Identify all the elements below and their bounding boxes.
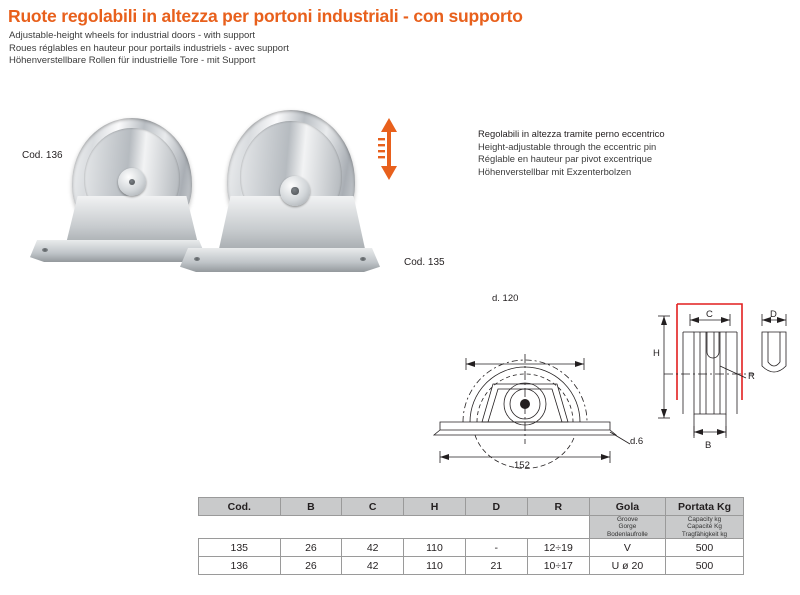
cell-r: 12÷19 [527,539,589,557]
portata-sub-de: Tragfähigkeit kg [681,530,728,538]
gola-sub-de: Bodenlaufrolle [606,530,648,538]
gola-sub-en: Groove [616,516,638,524]
cell-cod: 135 [199,539,281,557]
table-subheader-row [199,516,744,539]
cell-gola: U ø 20 [589,557,665,575]
th-portata: Portata Kg [665,498,743,516]
front-elevation-drawing [420,292,650,482]
th-sub-blank-6 [527,516,589,539]
cell-b: 26 [280,557,342,575]
dim-r-label: R [748,371,755,382]
wheel-hub-front [280,176,310,206]
cell-portata: 500 [665,557,743,575]
note-en: Height-adjustable through the eccentric pin [478,140,657,152]
technical-drawings [420,292,792,482]
bolt-hole-icon [42,248,48,252]
cell-d: - [465,539,527,557]
note-de: Höhenverstellbar mit Exzenterbolzen [478,165,632,177]
th-sub-blank-3 [342,516,404,539]
table-row [199,539,744,557]
cell-c: 42 [342,539,404,557]
feature-notes [478,128,665,178]
th-sub-blank-5 [465,516,527,539]
bolt-hole-icon [360,257,366,261]
cell-portata: 500 [665,539,743,557]
th-sub-gola [589,516,665,539]
dim-b-label: B [705,440,712,451]
portata-sub-en: Capacity kg [687,516,722,524]
portata-sub-fr: Capacité Kg [687,523,722,531]
dim-c-label: C [706,309,713,320]
dim-diameter-label: d. 120 [492,293,519,304]
dim-d-label: D [770,309,777,320]
table-row [199,557,744,575]
th-sub-portata [665,516,743,539]
th-sub-blank-1 [199,516,281,539]
wheel-hub-rear [118,168,146,196]
mount-plate-front [180,248,380,272]
subtitle-de: Höhenverstellbare Rollen für industrielle Tore - mit Support [9,55,256,67]
page-title: Ruote regolabili in altezza per portoni industriali - con supporto [8,6,523,26]
note-it: Regolabili in altezza tramite perno eccentrico [478,128,665,139]
dim-width-label: 152 [514,460,530,471]
th-sub-blank-4 [404,516,466,539]
code-label-135: Cod. 135 [404,257,445,268]
th-b: B [280,498,342,516]
gola-sub-fr: Gorge [618,523,637,531]
dim-thickness-label: d.6 [630,436,644,447]
spec-table [198,497,744,575]
th-cod: Cod. [199,498,281,516]
cell-r: 10÷17 [527,557,589,575]
th-r: R [527,498,589,516]
th-d: D [465,498,527,516]
th-sub-blank-2 [280,516,342,539]
bolt-hole-icon [194,257,200,261]
cell-c: 42 [342,557,404,575]
code-label-136: Cod. 136 [22,150,63,161]
cell-gola: V [589,539,665,557]
height-adjust-arrow-icon [378,118,400,180]
cell-h: 110 [404,539,466,557]
subtitle-en: Adjustable-height wheels for industrial doors - with support [9,30,256,41]
mount-plate-rear [30,240,206,262]
cell-cod: 136 [199,557,281,575]
side-section-drawing [650,292,790,482]
table-header-row [199,498,744,516]
note-fr: Réglable en hauteur par pivot excentrique [478,153,653,165]
cell-h: 110 [404,557,466,575]
cell-b: 26 [280,539,342,557]
page-subtitles [9,30,289,68]
cell-d: 21 [465,557,527,575]
th-c: C [342,498,404,516]
th-h: H [404,498,466,516]
th-gola: Gola [589,498,665,516]
dim-h-label: H [653,348,660,359]
subtitle-fr: Roues réglables en hauteur pour portails industriels - avec support [9,42,289,54]
